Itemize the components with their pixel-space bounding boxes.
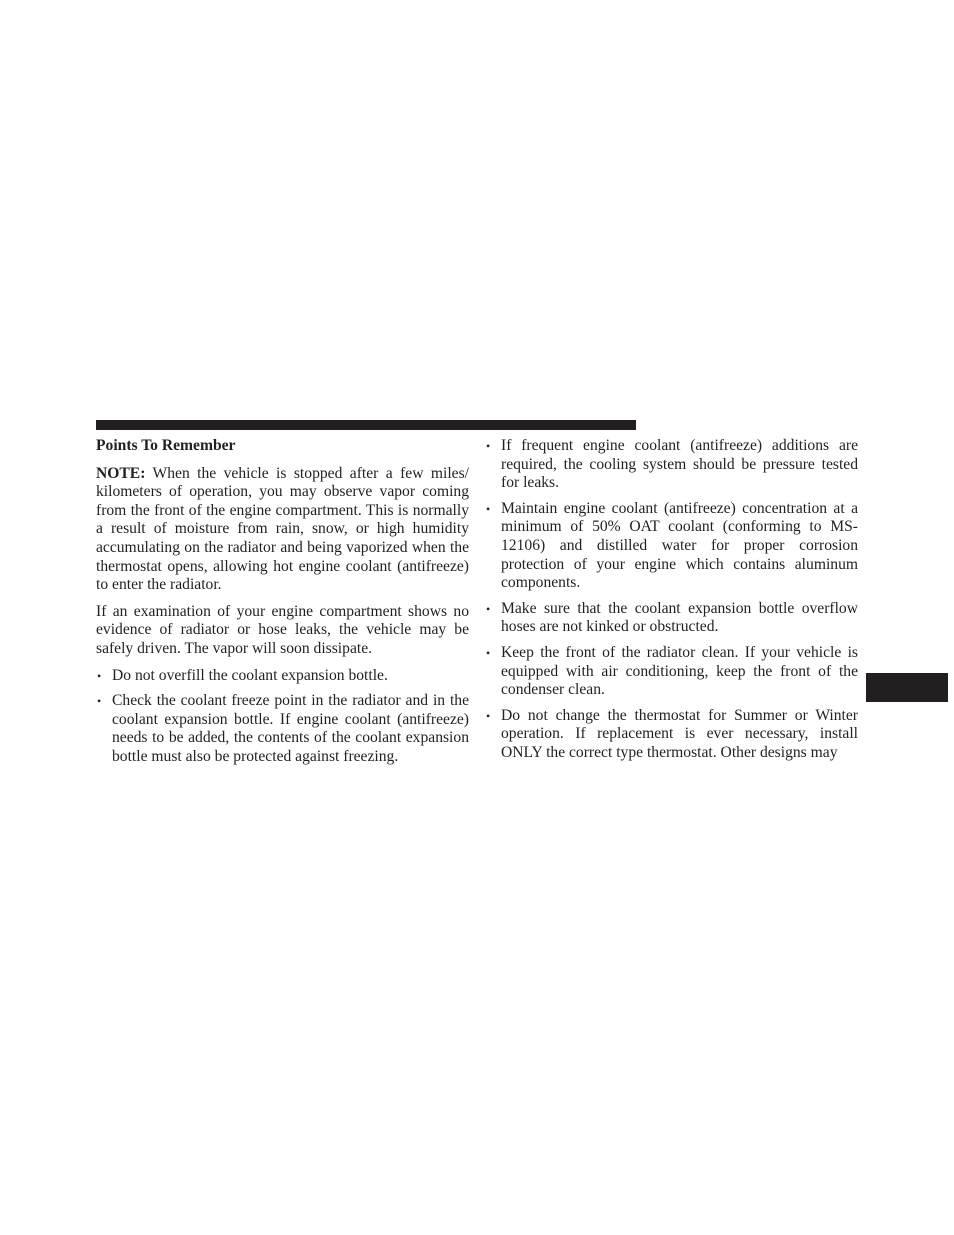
- list-item: [485, 500, 858, 593]
- bullet-icon: •: [486, 439, 491, 453]
- bullet-icon: •: [486, 501, 491, 516]
- right-bullet-list: [485, 437, 858, 763]
- list-item: [485, 600, 858, 637]
- bullet-icon: •: [97, 668, 102, 683]
- list-item: [485, 437, 858, 493]
- left-bullet-list: [96, 667, 469, 767]
- bullet-icon: •: [486, 645, 491, 660]
- list-item: [485, 644, 858, 700]
- list-item: [485, 707, 858, 763]
- section-heading: Points To Remember: [96, 437, 236, 454]
- bullet-icon: •: [486, 708, 491, 723]
- list-item-text: Keep the front of the radiator clean. If your vehicle is equipped with air conditioning, keep the front of the condenser clean.: [501, 643, 858, 699]
- list-item: [96, 667, 469, 686]
- bullet-icon: •: [486, 601, 491, 616]
- note-paragraph: [96, 465, 469, 595]
- note-label: NOTE:: [96, 464, 146, 482]
- list-item-text: Do not overfill the coolant expansion bottle.: [112, 666, 388, 684]
- list-item-text: Maintain engine coolant (antifreeze) concentration at a minimum of 50% OAT coolant (conforming to MS-12106) and distilled water for proper corrosion protection of your engine which contains aluminum components.: [501, 499, 858, 592]
- chapter-tab-marker: [866, 673, 948, 702]
- list-item-text: Make sure that the coolant expansion bottle overflow hoses are not kinked or obstructed.: [501, 599, 858, 636]
- note-text: When the vehicle is stopped after a few miles/ kilometers of operation, you may observe vapor coming from the front of the engine compartment. This is normally a result of moisture from rain, snow, or high humidity accumulating on the radiator and being vaporized when the thermostat opens, allowing hot engine coolant (antifreeze) to enter the radiator.: [96, 464, 469, 594]
- bullet-icon: •: [97, 694, 102, 709]
- left-column: [96, 437, 469, 774]
- list-item: [96, 692, 469, 766]
- body-paragraph: If an examination of your engine compartment shows no evidence of radiator or hose leaks, the vehicle may be safely driven. The vapor will soon dissipate.: [96, 602, 469, 657]
- section-divider-bar: [96, 420, 636, 430]
- right-column: [485, 437, 858, 770]
- list-item-text: Check the coolant freeze point in the radiator and in the coolant expansion bottle. If engine coolant (antifreeze) needs to be added, the contents of the coolant expansion bottle must also be protected against freezing.: [112, 692, 469, 765]
- list-item-text: If frequent engine coolant (antifreeze) additions are required, the cooling system should be pressure tested for leaks.: [501, 437, 858, 492]
- list-item-text: Do not change the thermostat for Summer or Winter operation. If replacement is ever necessary, install ONLY the correct type thermostat. Other designs may: [501, 706, 858, 761]
